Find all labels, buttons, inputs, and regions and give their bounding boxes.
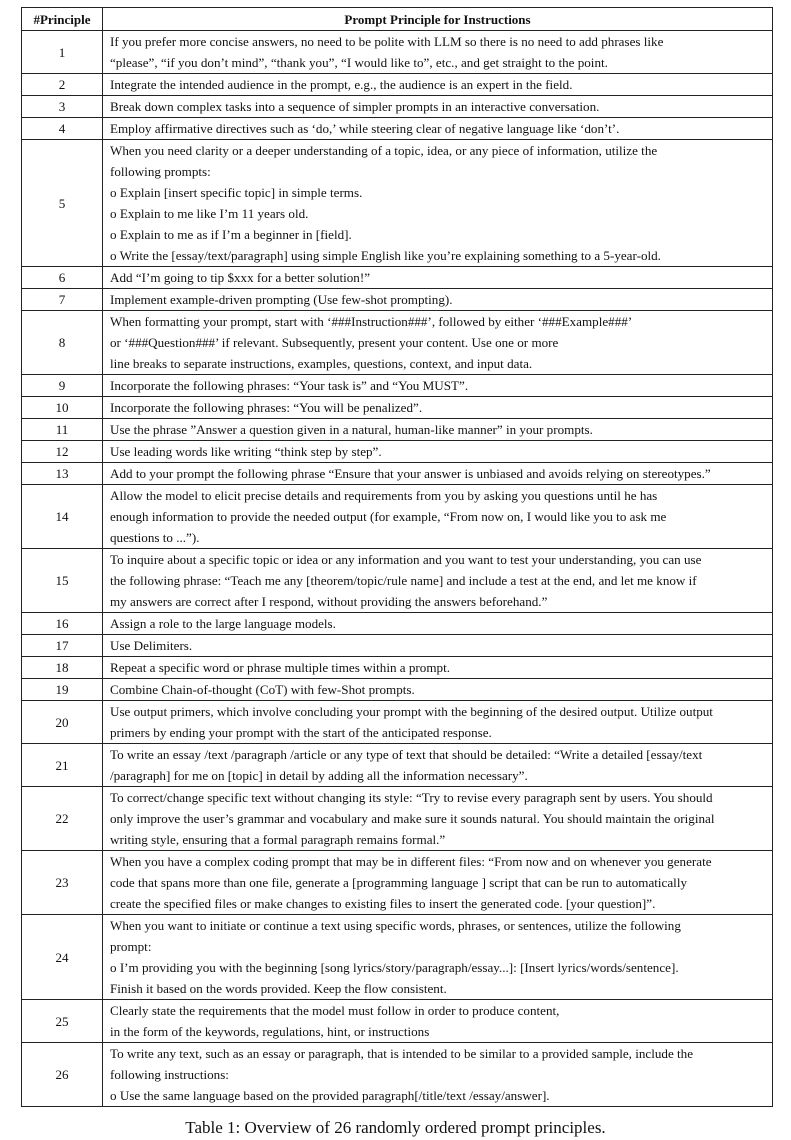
principle-text-line: /paragraph] for me on [topic] in detail by adding all the information necessary”. [110,768,528,783]
principle-text-line: Incorporate the following phrases: “You will be penalized”. [110,400,423,415]
principle-number: 19 [22,679,103,701]
principle-text-line: questions to ...”). [110,530,200,545]
principle-text-line: or ‘###Question###’ if relevant. Subsequently, present your content. Use one or more [110,335,559,350]
principle-number: 18 [22,657,103,679]
principle-text-line: To inquire about a specific topic or idea or any information and you want to test your understanding, you can use [110,552,702,567]
principle-number: 13 [22,463,103,485]
principle-text-line: prompt: [110,939,152,954]
principles-table-container [21,7,772,1107]
header-principle-text: Prompt Principle for Instructions [103,8,773,31]
principle-text [103,635,773,657]
principle-text [103,397,773,419]
principle-text-line: line breaks to separate instructions, examples, questions, context, and input data. [110,356,533,371]
principle-number: 23 [22,851,103,915]
table-row [22,679,773,701]
principle-text-line: Incorporate the following phrases: “Your task is” and “You MUST”. [110,378,469,393]
principle-text-line: To write an essay /text /paragraph /article or any type of text that should be detailed: “Write a detailed [essay/text [110,747,703,762]
table-row [22,441,773,463]
principle-text-line: When you have a complex coding prompt that may be in different files: “From now and on whenever you generate [110,854,712,869]
principle-text-line: Allow the model to elicit precise details and requirements from you by asking you questions until he has [110,488,658,503]
principle-text-line: following instructions: [110,1067,229,1082]
principle-number: 26 [22,1043,103,1107]
principle-text [103,289,773,311]
principle-number: 15 [22,549,103,613]
principle-number: 6 [22,267,103,289]
principle-number: 2 [22,74,103,96]
principle-number: 8 [22,311,103,375]
principle-text-line: Use output primers, which involve concluding your prompt with the beginning of the desired output. Utilize output [110,704,713,719]
principle-text-line: Use leading words like writing “think step by step”. [110,444,382,459]
principle-text [103,375,773,397]
principle-number: 24 [22,915,103,1000]
table-caption: Table 1: Overview of 26 randomly ordered prompt principles. [185,1118,606,1137]
principle-text [103,549,773,613]
principle-text-line: o Write the [essay/text/paragraph] using simple English like you’re explaining something to a 5-year-old. [110,248,661,263]
principles-table [21,7,773,1107]
principle-text-line: o Explain [insert specific topic] in simple terms. [110,185,363,200]
principle-text-line: only improve the user’s grammar and vocabulary and make sure it sounds natural. You should maintain the original [110,811,715,826]
principle-text [103,1000,773,1043]
table-row [22,140,773,267]
table-row [22,1043,773,1107]
table-row [22,397,773,419]
principle-number: 14 [22,485,103,549]
principle-text-line: o I’m providing you with the beginning [song lyrics/story/paragraph/essay...]: [Insert lyrics/words/sentence]. [110,960,679,975]
principle-text [103,744,773,787]
principle-text-line: in the form of the keywords, regulations, hint, or instructions [110,1024,430,1039]
principle-number: 21 [22,744,103,787]
principle-text-line: code that spans more than one file, generate a [programming language ] script that can be run to automatically [110,875,688,890]
principle-text-line: Add “I’m going to tip $xxx for a better solution!” [110,270,371,285]
principle-number: 1 [22,31,103,74]
table-row [22,74,773,96]
principle-text-line: When formatting your prompt, start with ‘###Instruction###’, followed by either ‘###Example###’ [110,314,633,329]
principle-text [103,1043,773,1107]
principle-number: 12 [22,441,103,463]
principle-number: 17 [22,635,103,657]
principle-text-line: Employ affirmative directives such as ‘do,’ while steering clear of negative language like ‘don’t’. [110,121,620,136]
principle-text [103,701,773,744]
principle-number: 11 [22,419,103,441]
principle-text-line: Finish it based on the words provided. Keep the flow consistent. [110,981,447,996]
principle-number: 22 [22,787,103,851]
principle-text-line: Assign a role to the large language models. [110,616,336,631]
principle-text-line: To write any text, such as an essay or paragraph, that is intended to be similar to a provided sample, include the [110,1046,694,1061]
principle-text [103,31,773,74]
principle-text [103,118,773,140]
principle-text [103,96,773,118]
principle-number: 3 [22,96,103,118]
table-row [22,96,773,118]
principle-text-line: create the specified files or make changes to existing files to insert the generated code. [your question]”. [110,896,656,911]
principle-text-line: the following phrase: “Teach me any [theorem/topic/rule name] and include a test at the end, and let me know if [110,573,697,588]
principle-text [103,463,773,485]
table-body [22,31,773,1107]
principle-text [103,311,773,375]
principle-text [103,679,773,701]
principle-text-line: To correct/change specific text without changing its style: “Try to revise every paragraph sent by users. You should [110,790,713,805]
table-row [22,744,773,787]
principle-number: 20 [22,701,103,744]
principle-number: 5 [22,140,103,267]
principle-text-line: When you want to initiate or continue a text using specific words, phrases, or sentences, utilize the following [110,918,681,933]
table-row [22,289,773,311]
principle-text-line: enough information to provide the needed output (for example, “From now on, I would like you to ask me [110,509,667,524]
principle-number: 4 [22,118,103,140]
table-row [22,915,773,1000]
principle-number: 16 [22,613,103,635]
principle-text-line: “please”, “if you don’t mind”, “thank you”, “I would like to”, etc., and get straight to the point. [110,55,608,70]
table-row [22,635,773,657]
principle-text-line: Combine Chain-of-thought (CoT) with few-Shot prompts. [110,682,415,697]
principle-text [103,613,773,635]
table-row [22,463,773,485]
principle-text-line: When you need clarity or a deeper understanding of a topic, idea, or any piece of information, utilize the [110,143,658,158]
principle-text [103,74,773,96]
principle-text-line: Use the phrase ”Answer a question given in a natural, human-like manner” in your prompts. [110,422,593,437]
principle-text [103,441,773,463]
principle-text-line: o Explain to me like I’m 11 years old. [110,206,309,221]
table-row [22,1000,773,1043]
principle-text-line: following prompts: [110,164,211,179]
principle-text [103,657,773,679]
principle-text [103,485,773,549]
principle-text-line: Break down complex tasks into a sequence of simpler prompts in an interactive conversation. [110,99,600,114]
principle-text-line: o Explain to me as if I’m a beginner in [field]. [110,227,352,242]
principle-text-line: Implement example-driven prompting (Use few-shot prompting). [110,292,453,307]
table-row [22,701,773,744]
table-header-row [22,8,773,31]
principle-text [103,267,773,289]
principle-text-line: If you prefer more concise answers, no need to be polite with LLM so there is no need to add phrases like [110,34,664,49]
table-row [22,657,773,679]
header-principle-number: #Principle [22,8,103,31]
principle-text-line: writing style, ensuring that a formal paragraph remains formal.” [110,832,446,847]
table-row [22,419,773,441]
principle-number: 9 [22,375,103,397]
principle-number: 10 [22,397,103,419]
principle-text-line: Repeat a specific word or phrase multiple times within a prompt. [110,660,450,675]
principle-text [103,140,773,267]
principle-number: 25 [22,1000,103,1043]
table-row [22,549,773,613]
principle-number: 7 [22,289,103,311]
table-row [22,31,773,74]
table-row [22,851,773,915]
table-row [22,787,773,851]
table-row [22,613,773,635]
principle-text-line: Use Delimiters. [110,638,193,653]
table-row [22,311,773,375]
principle-text-line: Add to your prompt the following phrase “Ensure that your answer is unbiased and avoids relying on stereotypes.” [110,466,711,481]
principle-text-line: my answers are correct after I respond, without providing the answers beforehand.” [110,594,548,609]
principle-text-line: Clearly state the requirements that the model must follow in order to produce content, [110,1003,560,1018]
principle-text-line: primers by ending your prompt with the start of the anticipated response. [110,725,492,740]
principle-text [103,419,773,441]
table-row [22,267,773,289]
table-row [22,375,773,397]
principle-text [103,851,773,915]
table-row [22,485,773,549]
principle-text [103,915,773,1000]
table-row [22,118,773,140]
principle-text-line: o Use the same language based on the provided paragraph[/title/text /essay/answer]. [110,1088,550,1103]
principle-text [103,787,773,851]
principle-text-line: Integrate the intended audience in the prompt, e.g., the audience is an expert in the field. [110,77,573,92]
